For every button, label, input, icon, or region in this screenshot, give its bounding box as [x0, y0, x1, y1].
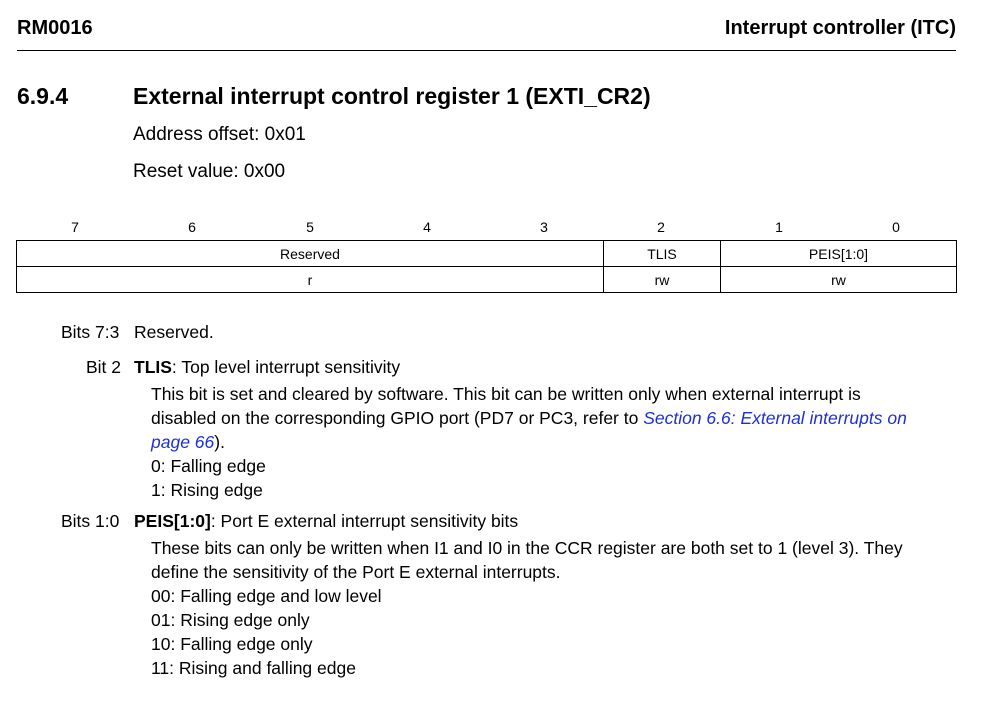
bit-number-3: 3 [540, 219, 548, 235]
bit-number-5: 5 [306, 219, 314, 235]
bits-7-3-label: Bits 7:3 [61, 322, 120, 342]
tlis-option-0: 0: Falling edge [151, 456, 266, 476]
tlis-line-1: This bit is set and cleared by software. This bit can be written only when external interrupt is [151, 384, 861, 404]
peis-option-11: 11: Rising and falling edge [151, 658, 356, 678]
access-peis: rw [721, 267, 957, 293]
access-tlis: rw [604, 267, 721, 293]
peis-option-01: 01: Rising edge only [151, 610, 310, 630]
section-title: External interrupt control register 1 (EXTI_CR2) [133, 83, 651, 109]
address-offset: Address offset: 0x01 [133, 124, 306, 145]
bit-number-0: 0 [892, 219, 900, 235]
bit-number-1: 1 [775, 219, 783, 235]
bit-2-label: Bit 2 [86, 357, 122, 377]
bit-number-2: 2 [657, 219, 665, 235]
tlis-description [151, 382, 951, 502]
bit-number-7: 7 [71, 219, 79, 235]
field-peis: PEIS[1:0] [721, 241, 957, 267]
reset-value: Reset value: 0x00 [133, 161, 286, 182]
chapter-title: Interrupt controller (ITC) [724, 17, 956, 39]
peis-line-1: These bits can only be written when I1 and I0 in the CCR register are both set to 1 (level 3). They [151, 538, 903, 558]
bits-1-0-heading [134, 511, 518, 532]
tlis-name: TLIS [134, 357, 172, 377]
page-link[interactable]: page 66 [151, 432, 215, 452]
peis-line-2: define the sensitivity of the Port E external interrupts. [151, 562, 561, 582]
peis-option-10: 10: Falling edge only [151, 634, 313, 654]
bit-2-heading [134, 357, 400, 378]
register-access-row [17, 267, 957, 293]
tlis-summary: : Top level interrupt sensitivity [171, 357, 401, 377]
header-divider [17, 50, 956, 51]
section-number: 6.9.4 [17, 83, 69, 109]
register-table [16, 240, 957, 293]
section-link[interactable]: Section 6.6: External interrupts on [643, 408, 907, 428]
peis-summary: : Port E external interrupt sensitivity bits [210, 511, 519, 531]
register-field-row [17, 241, 957, 267]
tlis-line-3: page 66). [151, 432, 225, 452]
peis-option-00: 00: Falling edge and low level [151, 586, 382, 606]
field-reserved: Reserved [17, 241, 604, 267]
peis-name: PEIS[1:0] [134, 511, 211, 531]
bits-7-3-desc: Reserved. [134, 322, 214, 342]
peis-description [151, 536, 951, 680]
tlis-option-1: 1: Rising edge [151, 480, 263, 500]
bit-number-6: 6 [188, 219, 196, 235]
tlis-line-2: disabled on the corresponding GPIO port (PD7 or PC3, refer to Section 6.6: External interrupts on [151, 408, 907, 428]
document-id: RM0016 [17, 17, 93, 39]
field-tlis: TLIS [604, 241, 721, 267]
access-reserved: r [17, 267, 604, 293]
bits-1-0-label: Bits 1:0 [61, 511, 120, 531]
bit-number-4: 4 [423, 219, 431, 235]
